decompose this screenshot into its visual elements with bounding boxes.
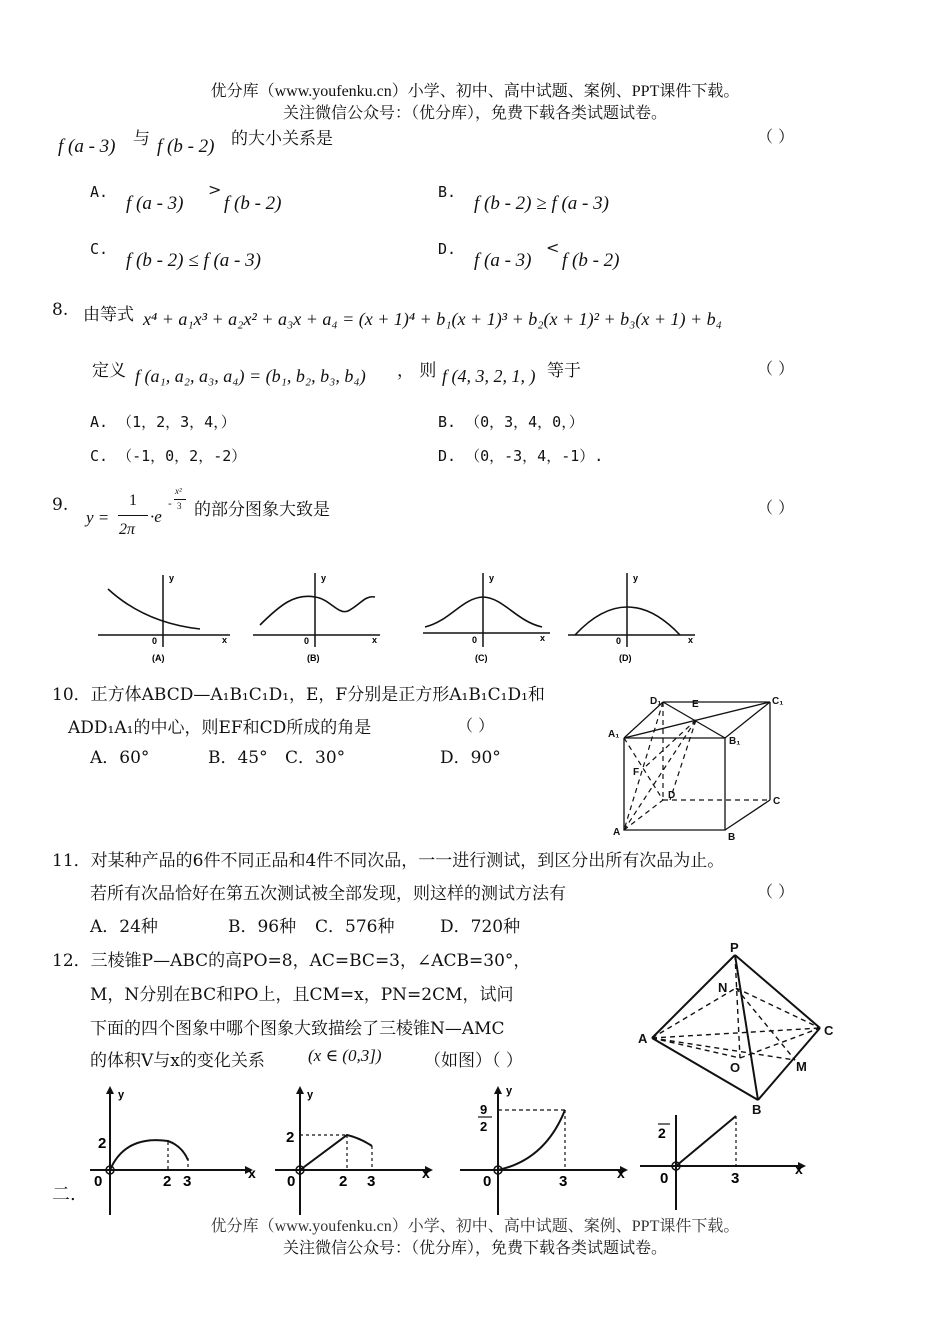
section-two-heading: 二. [52, 1184, 76, 1205]
y-tick-denominator: 2 [480, 1119, 488, 1134]
answer-paren: （ ） [757, 498, 795, 517]
q8-intro: 由等式 [83, 305, 134, 325]
option-d: D．720种 [440, 917, 521, 937]
answer-paren: （ ） [757, 882, 795, 901]
point-f-label: F [633, 767, 640, 778]
q8-call-expr: f (4, 3, 2, 1, ) [442, 366, 536, 386]
vertex-a-label: A [613, 827, 621, 838]
x-tick-label: 3 [731, 1170, 740, 1187]
vertex-c-label: C [824, 1023, 834, 1038]
vertex-d-label: D [668, 790, 676, 801]
y-tick-label: 2 [286, 1129, 295, 1146]
graph-label: (B) [307, 653, 320, 663]
axis-y-label: y [307, 1089, 314, 1101]
axis-y-label: y [633, 573, 639, 583]
graph-d [568, 573, 695, 663]
graph-label: (D) [619, 653, 632, 663]
x-tick-label: 2 [163, 1173, 172, 1190]
axis-x-label: x [540, 633, 546, 643]
exp-e: ·e [150, 507, 162, 526]
x-tick-label: 2 [339, 1173, 348, 1190]
option-label: D. [438, 240, 457, 258]
q12-line-4a: 的体积V与x的变化关系 [90, 1051, 265, 1071]
word-and: 与 [133, 129, 150, 149]
point-m-label: M [796, 1059, 807, 1074]
x-tick-label: 0 [287, 1173, 296, 1190]
q10-line-2: ADD₁A₁的中心，则EF和CD所成的角是 [68, 718, 372, 738]
frac-numerator: 1 [129, 492, 137, 509]
q12-answer-graphs [60, 1080, 820, 1225]
axis-y-label: y [489, 573, 495, 583]
option-label: C. [90, 240, 109, 258]
q9-answer-graphs [90, 565, 720, 670]
axis-y-label: y [169, 573, 175, 583]
option-a: A．60° [90, 748, 150, 768]
axis-y-label: y [321, 573, 327, 583]
option-a: A. （1，2，3，4，） [90, 413, 236, 431]
option-label: B. [438, 183, 457, 201]
vertex-b1-label: B₁ [729, 736, 741, 747]
vertex-b-label: B [752, 1102, 762, 1117]
question-number: 8. [52, 300, 69, 320]
axis-x-label: x [617, 1165, 625, 1181]
exp-numerator: x² [175, 486, 182, 496]
option-b: B. （0，3，4，0，） [438, 413, 584, 431]
question-number: 9. [52, 495, 69, 515]
q11-line-1: 11．对某种产品的6件不同正品和4件不同次品，一一进行测试，到区分出所有次品为止。 [52, 851, 725, 871]
origin-label: 0 [152, 636, 158, 646]
axis-x-label: x [372, 635, 378, 645]
x-tick-label: 0 [660, 1170, 669, 1187]
header-line-2: 关注微信公众号：（优分库），免费下载各类试题试卷。 [282, 105, 667, 122]
q7-stem-tail: 的大小关系是 [231, 129, 333, 149]
footer-line-1: 优分库（www.youfenku.cn）小学、初中、高中试题、案例、PPT课件下载。 [210, 1218, 740, 1235]
axis-x-label: x [222, 635, 228, 645]
header-line-1: 优分库（www.youfenku.cn）小学、初中、高中试题、案例、PPT课件下载。 [210, 83, 740, 100]
origin-label: 0 [472, 635, 478, 645]
option-d: D. （0，-3，4，-1）. [438, 447, 604, 465]
q8-define-expr: f (a₁, a₂, a₃, a₄) = (b₁, b₂, b₃, b₄) [135, 366, 366, 386]
option-b: B．45° [208, 748, 268, 768]
option-a-left: f (a - 3) [126, 193, 184, 214]
q8-then: ， 则 [397, 361, 437, 381]
graph-b [253, 573, 380, 663]
option-d-right: f (b - 2) [562, 250, 620, 271]
axis-x-label: x [688, 635, 694, 645]
option-a-right: f (b - 2) [224, 193, 282, 214]
vertex-a-label: A [638, 1031, 648, 1046]
option-c: C．576种 [315, 917, 395, 937]
q12-graph-3 [460, 1085, 628, 1215]
origin-label: 0 [304, 636, 310, 646]
q8-equals: 等于 [547, 361, 581, 381]
answer-paren: （ ） [757, 127, 795, 146]
origin-label: 0 [616, 636, 622, 646]
option-a: A．24种 [90, 917, 158, 937]
vertex-c-label: C [773, 796, 781, 807]
q12-line-2: M，N分别在BC和PO上，且CM=x，PN=2CM，试问 [90, 985, 514, 1005]
y-tick-label: 2 [98, 1135, 107, 1152]
frac-denominator: 2π [119, 521, 136, 538]
axis-x-label: x [795, 1161, 803, 1177]
axis-y-label: y [506, 1085, 513, 1097]
q12-graph-1 [90, 1086, 256, 1215]
exp-minus: - [168, 497, 172, 510]
q10-line-1: 10．正方体ABCD—A₁B₁C₁D₁，E，F分别是正方形A₁B₁C₁D₁和 [52, 685, 545, 705]
x-tick-label: 3 [367, 1173, 376, 1190]
option-c: C．30° [285, 748, 346, 768]
exp-denominator: 3 [177, 501, 182, 511]
option-d-left: f (a - 3) [474, 250, 532, 271]
q12-graph-4 [640, 1115, 806, 1210]
option-c: C. （-1，0，2，-2） [90, 447, 247, 465]
vertex-d1-label: D₁ [650, 696, 662, 707]
q12-line-4c: （如图）（ ） [424, 1051, 523, 1071]
option-b-expr: f (b - 2) ≥ f (a - 3) [474, 193, 609, 214]
y-tick-numerator: 9 [480, 1102, 488, 1117]
x-tick-label: 3 [559, 1173, 568, 1190]
point-e-label: E [692, 699, 699, 710]
point-o-label: O [730, 1060, 741, 1075]
graph-label: (A) [152, 653, 165, 663]
answer-paren: （ ） [457, 716, 495, 735]
option-b: B．96种 [228, 917, 297, 937]
axis-x-label: x [422, 1165, 430, 1181]
x-tick-label: 0 [94, 1173, 103, 1190]
graph-a [98, 573, 230, 663]
x-tick-label: 0 [483, 1173, 492, 1190]
footer-line-2: 关注微信公众号：（优分库），免费下载各类试题试卷。 [282, 1240, 667, 1257]
axis-y-label: y [118, 1089, 125, 1101]
option-a-symbol: > [208, 180, 222, 199]
expr-f-a-minus-3: f (a - 3) [58, 136, 116, 157]
expr-f-b-minus-2: f (b - 2) [157, 136, 215, 157]
q12-line-1: 12．三棱锥P—ABC的高PO=8，AC=BC=3，∠ACB=30°， [52, 951, 531, 971]
vertex-p-label: P [730, 940, 739, 955]
q8-equation: x⁴ + a₁x³ + a₂x² + a₃x + a₄ = (x + 1)⁴ + b₁(x + 1)³ + b₂(x + 1)² + b₃(x + 1) + b₄ [143, 309, 722, 329]
vertex-b-label: B [728, 832, 736, 843]
cube-figure [600, 690, 800, 845]
vertex-c1-label: C₁ [772, 696, 784, 707]
y-tick-label: 2 [658, 1125, 666, 1141]
x-tick-label: 3 [183, 1173, 192, 1190]
option-d: D．90° [440, 748, 501, 768]
vertex-a1-label: A₁ [608, 729, 620, 740]
q12-domain-expr: (x ∈ (0,3]) [308, 1046, 382, 1065]
q8-define-label: 定义 [92, 361, 126, 381]
func-y: y = [86, 508, 110, 527]
fraction-bar [118, 515, 148, 516]
q11-line-2: 若所有次品恰好在第五次测试被全部发现，则这样的测试方法有 [90, 884, 566, 904]
q9-stem-tail: 的部分图象大致是 [194, 500, 330, 520]
graph-label: (C) [475, 653, 488, 663]
option-d-symbol: < [546, 238, 560, 257]
q12-graph-2 [275, 1086, 433, 1215]
exp-fraction-bar [174, 499, 186, 500]
q12-line-3: 下面的四个图象中哪个图象大致描绘了三棱锥N—AMC [90, 1019, 505, 1039]
option-label: A. [90, 183, 109, 201]
point-n-label: N [718, 980, 728, 995]
option-c-expr: f (b - 2) ≤ f (a - 3) [126, 250, 261, 271]
answer-paren: （ ） [757, 359, 795, 378]
axis-x-label: x [248, 1165, 256, 1181]
graph-c [423, 573, 550, 663]
